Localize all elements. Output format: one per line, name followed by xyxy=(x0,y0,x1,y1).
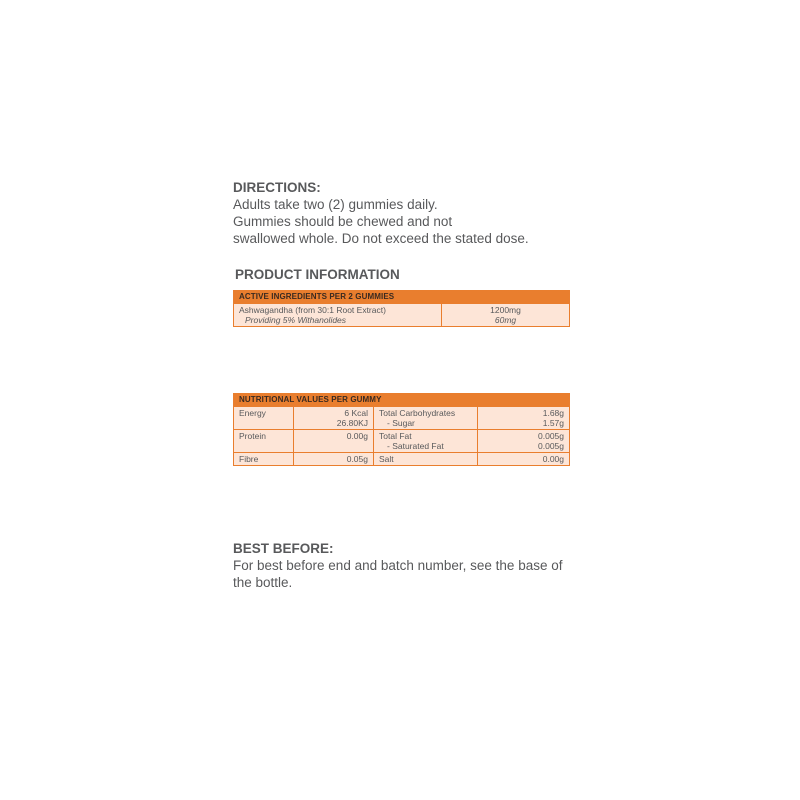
best-before-section xyxy=(233,540,563,591)
table-row xyxy=(234,304,570,327)
nutrient-label: Energy xyxy=(234,407,294,430)
nutrient-label: Fibre xyxy=(234,453,294,466)
table-row xyxy=(234,430,570,453)
directions-section xyxy=(233,179,529,247)
nutrient-label-cell xyxy=(374,430,478,453)
directions-text xyxy=(233,196,529,247)
nutrient-label-cell xyxy=(374,453,478,466)
nutrient-label-cell xyxy=(374,407,478,430)
ingredient-name: Providing 5% Withanolides xyxy=(245,315,347,325)
nutrient-sublabel: - Saturated Fat xyxy=(387,441,444,451)
ingredient-amount-cell xyxy=(442,304,570,327)
nutrient-label: Total Carbohydrates xyxy=(379,408,456,418)
nutrient-value-cell xyxy=(478,407,570,430)
nutrient-value-cell xyxy=(294,453,374,466)
nutrient-value: 0.005g xyxy=(538,431,565,441)
table-row xyxy=(234,453,570,466)
nutrient-value-cell xyxy=(478,430,570,453)
nutrient-value: 26.80KJ xyxy=(336,418,368,428)
nutrient-value: 6 Kcal xyxy=(344,408,368,418)
best-before-heading: BEST BEFORE: xyxy=(233,541,334,556)
ingredient-name: Ashwagandha (from 30:1 Root Extract) xyxy=(239,305,386,315)
best-before-text xyxy=(233,557,563,591)
nutritional-values-table xyxy=(233,393,570,466)
nutrient-value: 1.68g xyxy=(542,408,565,418)
ingredient-name-cell xyxy=(234,304,442,327)
nutrient-value-cell xyxy=(294,407,374,430)
nutritional-values-header: NUTRITIONAL VALUES PER GUMMY xyxy=(234,394,570,407)
best-before-line: the bottle. xyxy=(233,575,293,590)
directions-line: Gummies should be chewed and not xyxy=(233,214,453,229)
nutrient-value-cell xyxy=(294,430,374,453)
nutrient-label: Total Fat xyxy=(379,431,412,441)
active-ingredients-header: ACTIVE INGREDIENTS PER 2 GUMMIES xyxy=(234,291,570,304)
nutrient-label: Protein xyxy=(234,430,294,453)
directions-line: Adults take two (2) gummies daily. xyxy=(233,197,438,212)
best-before-line: For best before end and batch number, see the base of xyxy=(233,558,563,573)
active-ingredients-table xyxy=(233,290,570,327)
nutrient-value: 0.00g xyxy=(542,454,565,464)
nutrient-sublabel: - Sugar xyxy=(387,418,415,428)
directions-heading: DIRECTIONS: xyxy=(233,180,321,195)
product-information-heading: PRODUCT INFORMATION xyxy=(235,267,400,282)
nutrient-value: 1.57g xyxy=(542,418,565,428)
nutrient-label: Salt xyxy=(379,454,394,464)
nutrient-value: 0.005g xyxy=(538,441,565,451)
table-row xyxy=(234,407,570,430)
nutrient-value: 0.05g xyxy=(346,454,368,464)
nutrient-value: 0.00g xyxy=(346,431,368,441)
directions-line: swallowed whole. Do not exceed the stated dose. xyxy=(233,231,529,246)
ingredient-amount: 1200mg xyxy=(490,305,521,315)
ingredient-amount: 60mg xyxy=(494,315,517,325)
nutrient-value-cell xyxy=(478,453,570,466)
